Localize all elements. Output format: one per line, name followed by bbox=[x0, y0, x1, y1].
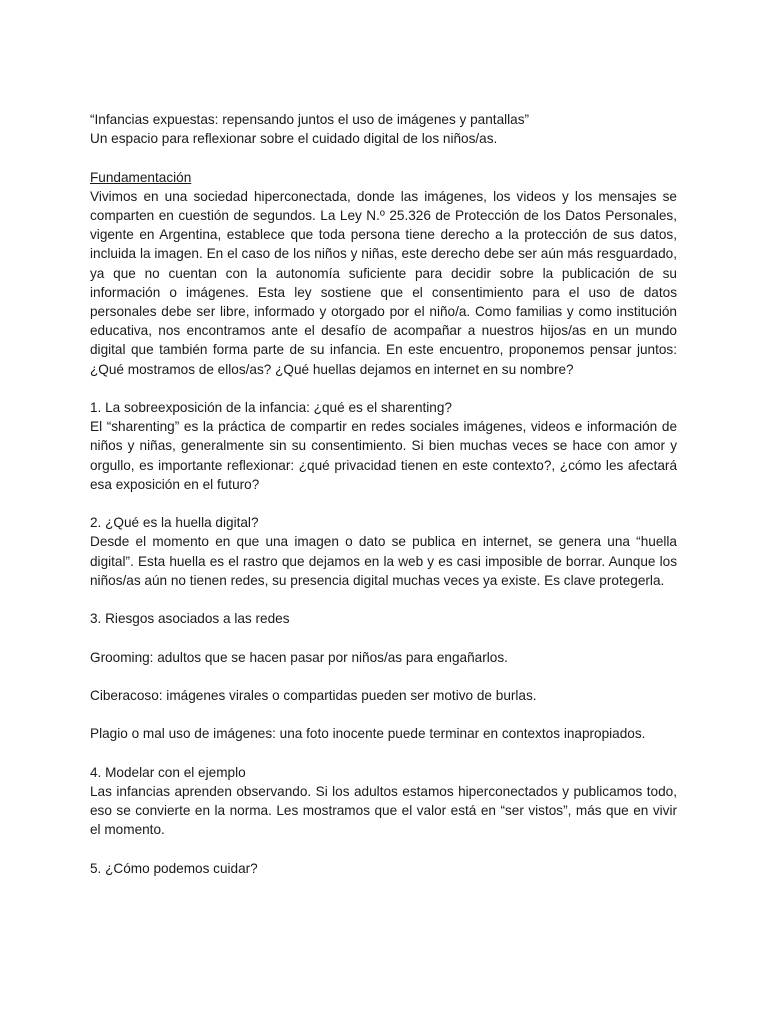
section-4-heading: 4. Modelar con el ejemplo bbox=[90, 764, 246, 780]
spacer bbox=[90, 379, 677, 398]
section-5-heading: 5. ¿Cómo podemos cuidar? bbox=[90, 860, 258, 876]
spacer bbox=[90, 628, 677, 647]
document-body bbox=[90, 110, 677, 878]
section-1-paragraph: El “sharenting” es la práctica de compartir en redes sociales imágenes, videos e información de niños y niñas, generalmente sin su consentimiento. Si bien muchas veces se hace con amor y orgullo, es importante reflexionar: ¿qué privacidad tienen en este contexto?, ¿cómo les afectará esa exposición en el futuro? bbox=[90, 419, 677, 492]
section-2-heading: 2. ¿Qué es la huella digital? bbox=[90, 515, 259, 531]
spacer bbox=[90, 840, 677, 859]
document-subtitle: Un espacio para reflexionar sobre el cuidado digital de los niños/as. bbox=[90, 131, 498, 147]
risk-grooming: Grooming: adultos que se hacen pasar por niños/as para engañarlos. bbox=[90, 649, 508, 665]
fundamentacion-paragraph: Vivimos en una sociedad hiperconectada, donde las imágenes, los videos y los mensajes se comparten en cuestión de segundos. La Ley N.º 25.326 de Protección de los Datos Personales, vigente en Argentina, establece que toda persona tiene derecho a la protección de sus datos, incluida la imagen. En el caso de los niños y niñas, este derecho debe ser aún más resguardado, ya que no cuentan con la autonomía suficiente para decidir sobre la publicación de su información o imágenes. Esta ley sostiene que el consentimiento para el uso de datos personales debe ser libre, informado y otorgado por el niño/a. Como familias y como institución educativa, nos encontramos ante el desafío de acompañar a nuestros hijos/as en un mundo digital que también forma parte de su infancia. En este encuentro, proponemos pensar juntos: ¿Qué mostramos de ellos/as? ¿Qué huellas dejamos en internet en su nombre? bbox=[90, 188, 677, 377]
section-3-heading: 3. Riesgos asociados a las redes bbox=[90, 611, 290, 627]
section-1-heading: 1. La sobreexposición de la infancia: ¿qué es el sharenting? bbox=[90, 400, 452, 416]
risk-plagio: Plagio o mal uso de imágenes: una foto inocente puede terminar en contextos inapropiados. bbox=[90, 726, 646, 742]
section-2-paragraph: Desde el momento en que una imagen o dato se publica en internet, se genera una “huella digital”. Esta huella es el rastro que dejamos en la web y es casi imposible de borrar. Aunque los niños/as aún no tienen redes, su presencia digital muchas veces ya existe. Es clave protegerla. bbox=[90, 534, 677, 588]
risk-ciberacoso: Ciberacoso: imágenes virales o compartidas pueden ser motivo de burlas. bbox=[90, 688, 537, 703]
spacer bbox=[90, 667, 677, 686]
spacer bbox=[90, 494, 677, 513]
document-title: “Infancias expuestas: repensando juntos el uso de imágenes y pantallas” bbox=[90, 112, 530, 127]
spacer bbox=[90, 590, 677, 609]
fundamentacion-heading: Fundamentación bbox=[90, 169, 192, 185]
spacer bbox=[90, 148, 677, 167]
section-4-paragraph: Las infancias aprenden observando. Si los adultos estamos hiperconectados y publicamos todo, eso se convierte en la norma. Les mostramos que el valor está en “ser vistos”, más que en vivir el momento. bbox=[90, 783, 677, 838]
spacer bbox=[90, 744, 677, 763]
spacer bbox=[90, 705, 677, 724]
